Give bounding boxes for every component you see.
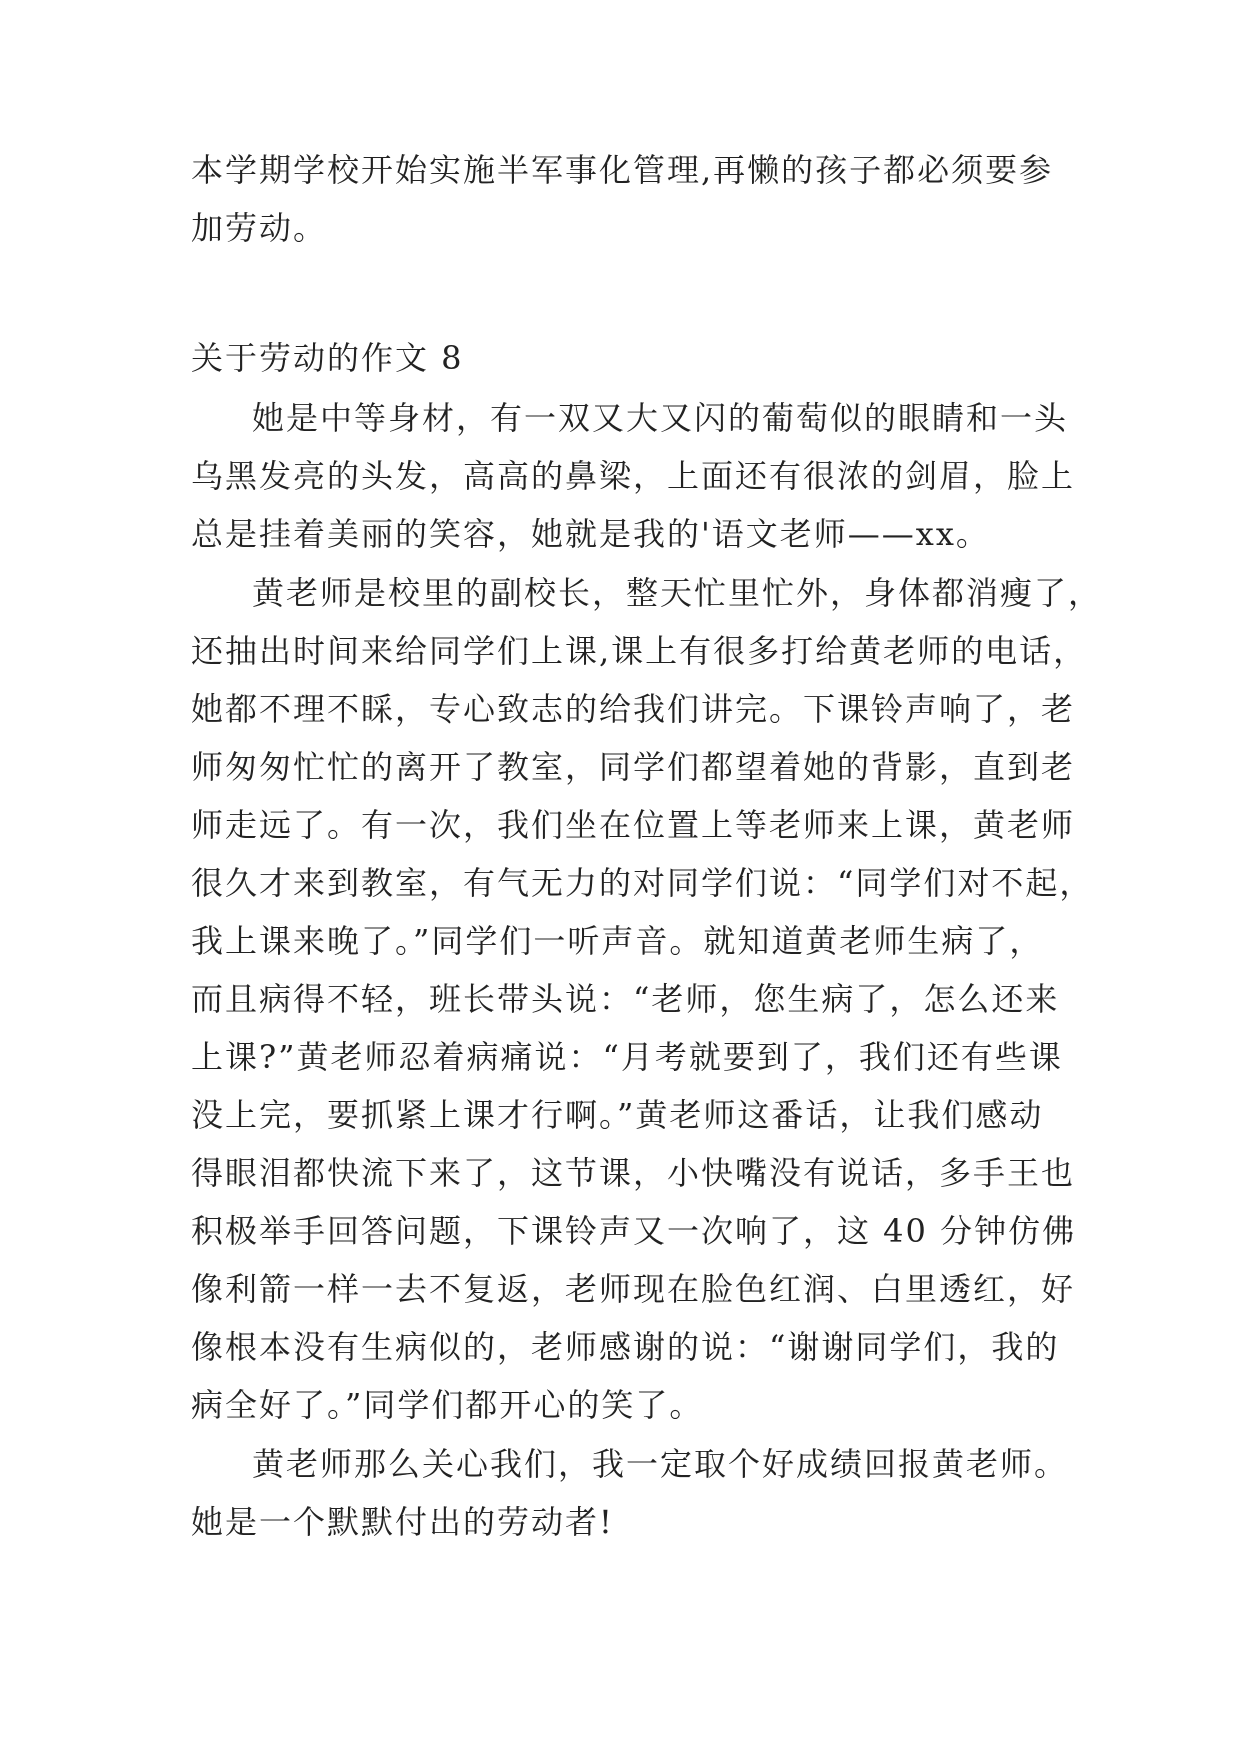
paragraph-line: 像利箭一样一去不复返，老师现在脸色红润、白里透红，好 [191,1270,1076,1308]
paragraph-line: 加劳动。 [191,209,328,247]
paragraph-line: 师走远了。有一次，我们坐在位置上等老师来上课，黄老师 [191,806,1076,844]
paragraph-line: 病全好了。”同学们都开心的笑了。 [191,1386,704,1424]
paragraph-line: 很久才来到教室，有气无力的对同学们说：“同学们对不起， [191,864,1094,902]
paragraph-line: 得眼泪都快流下来了，这节课，小快嘴没有说话，多手王也 [191,1154,1076,1192]
paragraph-line: 本学期学校开始实施半军事化管理,再懒的孩子都必须要参 [191,151,1054,189]
paragraph-line: 她都不理不睬，专心致志的给我们讲完。下课铃声响了，老 [191,690,1076,728]
paragraph-line: 而且病得不轻，班长带头说：“老师，您生病了，怎么还来 [191,980,1060,1018]
section-title: 关于劳动的作文 8 [191,339,464,377]
paragraph-line: 像根本没有生病似的，老师感谢的说：“谢谢同学们，我的 [191,1328,1060,1366]
paragraph-line: 乌黑发亮的头发，高高的鼻梁，上面还有很浓的剑眉，脸上 [191,457,1076,495]
paragraph-line: 她是中等身材，有一双又大又闪的葡萄似的眼睛和一头 [252,399,1069,437]
paragraph-line: 黄老师是校里的副校长，整天忙里忙外，身体都消瘦了， [252,574,1103,612]
paragraph-line: 黄老师那么关心我们，我一定取个好成绩回报黄老师。 [252,1445,1069,1483]
paragraph-line: 师匆匆忙忙的离开了教室，同学们都望着她的背影，直到老 [191,748,1076,786]
paragraph-line: 她是一个默默付出的劳动者! [191,1503,614,1541]
paragraph-line: 我上课来晚了。”同学们一听声音。就知道黄老师生病了， [191,922,1044,960]
paragraph-line: 积极举手回答问题，下课铃声又一次响了，这 40 分钟仿佛 [191,1212,1077,1250]
paragraph-line: 总是挂着美丽的笑容，她就是我的'语文老师——xx。 [191,515,990,553]
paragraph-line: 上课?”黄老师忍着病痛说：“月考就要到了，我们还有些课 [191,1038,1063,1076]
paragraph-line: 还抽出时间来给同学们上课,课上有很多打给黄老师的电话， [191,632,1088,670]
paragraph-line: 没上完，要抓紧上课才行啊。”黄老师这番话，让我们感动 [191,1096,1044,1134]
